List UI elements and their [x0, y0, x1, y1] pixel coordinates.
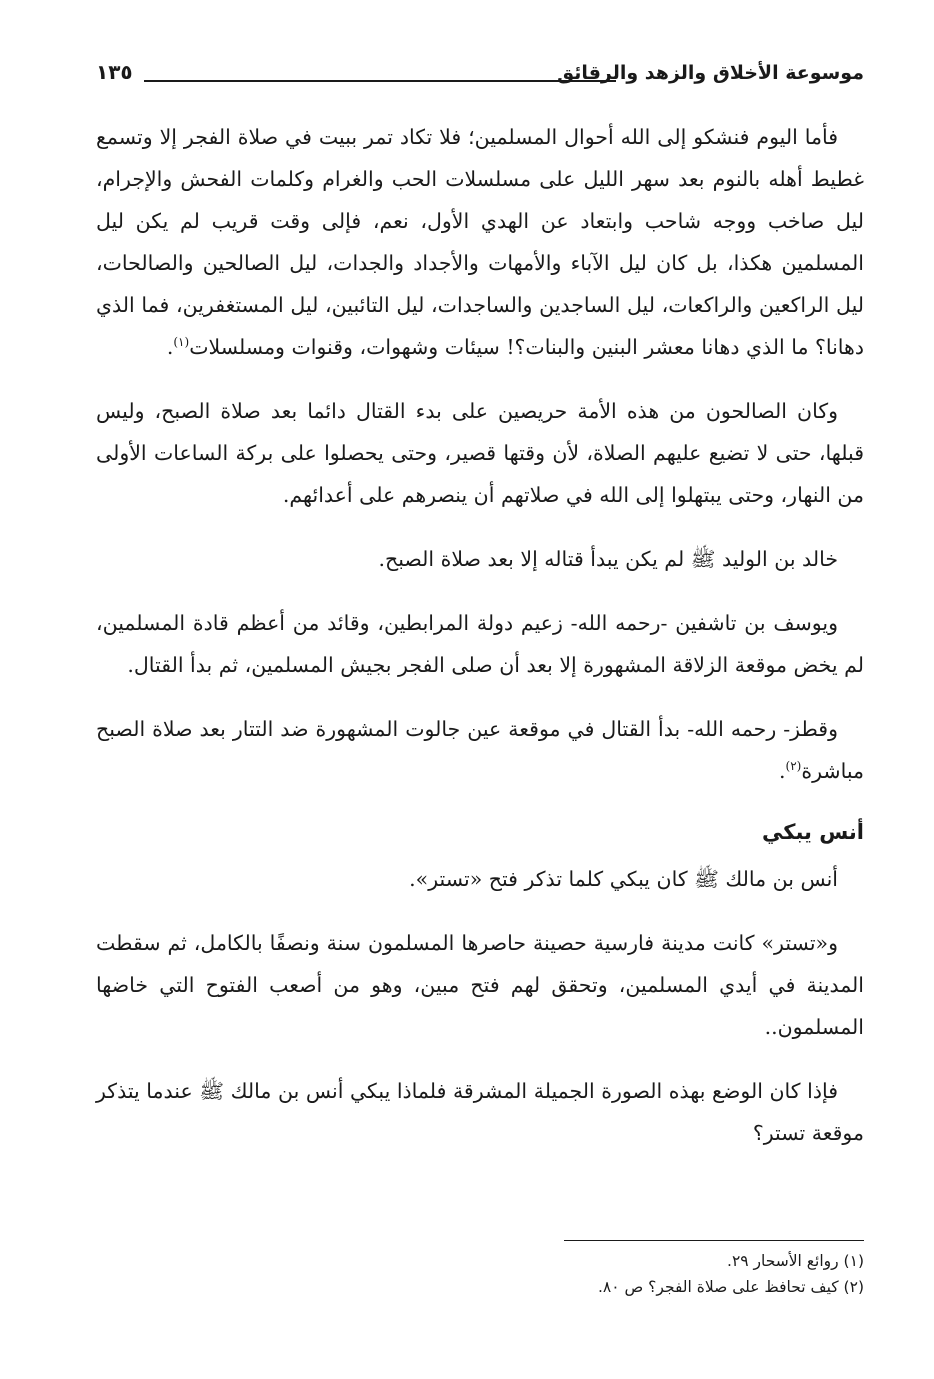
paragraph-righteous-fighting — [96, 390, 864, 516]
paragraph-night-of-muslims — [96, 116, 864, 368]
page-number: ١٣٥ — [96, 60, 133, 84]
paragraph-tustar — [96, 922, 864, 1048]
paragraph-tail: . — [166, 335, 174, 359]
footnote-ref-2: (٢) — [785, 759, 802, 774]
paragraph-yusuf — [96, 602, 864, 686]
paragraph-text: أنس بن مالك ﷺ كان يبكي كلما تذكر فتح «تستر». — [409, 867, 838, 891]
paragraph-text: فإذا كان الوضع بهذه الصورة الجميلة المشرقة فلماذا يبكي أنس بن مالك ﷺ عندما يتذكر موقعة تستر؟ — [96, 1079, 864, 1145]
paragraph-text: خالد بن الوليد ﷺ لم يكن يبدأ قتاله إلا بعد صلاة الصبح. — [378, 547, 838, 571]
paragraph-text: وقطز- رحمه الله- بدأ القتال في موقعة عين جالوت المشهورة ضد التتار بعد صلاة الصبح مباشرة — [96, 717, 864, 783]
paragraph-why-cry — [96, 1070, 864, 1154]
paragraph-khalid — [96, 538, 864, 580]
paragraph-tail: . — [778, 759, 786, 783]
paragraph-text: و«تستر» كانت مدينة فارسية حصينة حاصرها المسلمون سنة ونصفًا بالكامل، ثم سقطت المدينة في أيدي المسلمين، وتحقق لهم فتح مبين، وهو من أصعب الفتوح التي خاضها المسلمون.. — [96, 931, 864, 1039]
section-heading: أنس يبكي — [762, 820, 864, 844]
footnote-rule — [564, 1240, 864, 1241]
page-body — [96, 116, 864, 1176]
header-rule — [144, 80, 616, 82]
paragraph-text: وكان الصالحون من هذه الأمة حريصين على بدء القتال دائما بعد صلاة الصبح، وليس قبلها، حتى لا تضيع عليهم الصلاة، لأن وقتها قصير، وحتى يحصلوا على بركة الساعات الأولى من النهار، وحتى يبتهلوا إلى الله في صلاتهم أن ينصرهم على أعدائهم. — [96, 399, 864, 507]
footnote-ref-1: (١) — [173, 335, 190, 350]
paragraph-text: ويوسف بن تاشفين -رحمه الله- زعيم دولة المرابطين، وقائد من أعظم قادة المسلمين، لم يخض موقعة الزلاقة المشهورة إلا بعد أن صلى الفجر بجيش المسلمين، ثم بدأ القتال. — [96, 611, 864, 677]
footnote-2: (٢) كيف تحافظ على صلاة الفجر؟ ص ٨٠. — [597, 1278, 864, 1296]
book-title: موسوعة الأخلاق والزهد والرقائق — [557, 62, 864, 84]
footnotes — [104, 1248, 864, 1300]
paragraph-qutuz — [96, 708, 864, 792]
footnote-1: (١) روائع الأسحار ٢٩. — [727, 1252, 864, 1270]
paragraph-anas-cried — [96, 858, 864, 900]
paragraph-text: فأما اليوم فنشكو إلى الله أحوال المسلمين؛ فلا تكاد تمر ببيت في صلاة الفجر إلا وتسمع غطيط أهله بالنوم بعد سهر الليل على مسلسلات الحب والغرام وكلمات الفحش والإجرام، ليل صاخب ووجه شاحب وابتعاد عن الهدي الأول، نعم، فإلى وقت قريب لم يكن ليل المسلمين هكذا، بل كان ليل الآباء والأمهات والأجداد والجدات، ليل الصالحين والصالحات، ليل الراكعين والراكعات، ليل الساجدين والساجدات، ليل التائبين، ليل المستغفرين، فما الذي دهانا؟ ما الذي دهانا معشر البنين والبنات؟! سيئات وشهوات، وقنوات ومسلسلات — [96, 125, 864, 359]
page-header — [96, 58, 864, 98]
